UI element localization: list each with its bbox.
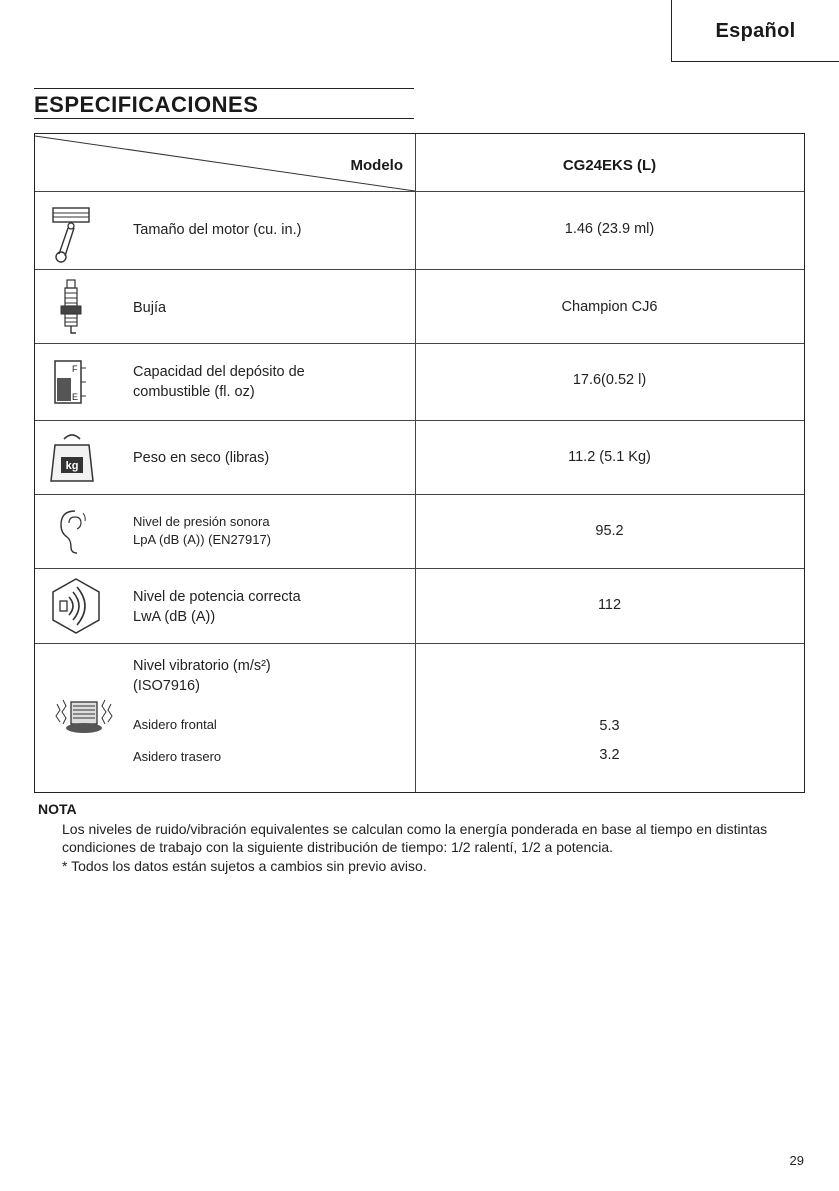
row-label: Peso en seco (libras) (133, 450, 270, 466)
row-label (133, 513, 271, 549)
note-footnote: * Todos los datos están sujetos a cambios sin previo aviso. (62, 858, 427, 874)
row-value: 17.6(0.52 l) (572, 372, 647, 388)
row-value: Champion CJ6 (561, 299, 658, 315)
row-value: 112 (597, 597, 622, 613)
language-label: Español (715, 20, 796, 42)
spark-plug-icon (49, 278, 95, 338)
row-label: Tamaño del motor (cu. in.) (133, 222, 302, 238)
language-tab (671, 0, 839, 62)
page-number: 29 (789, 1153, 804, 1168)
header-model-value: CG24EKS (L) (562, 157, 657, 174)
row-label-line: Nivel de potencia correcta (133, 589, 301, 605)
weight-icon-text: kg (65, 460, 79, 472)
header-model-label: Modelo (350, 157, 403, 174)
row-label-line: LpA (dB (A)) (EN27917) (133, 532, 272, 547)
fuel-gauge-icon (49, 358, 95, 408)
row-value: 95.2 (595, 523, 624, 539)
table-header-row (35, 134, 804, 192)
vibration-item-label: Asidero trasero (133, 749, 222, 764)
note-paragraph: Los niveles de ruido/vibración equivalentes se calculan como la energía ponderada en base al tiempo en distintas condiciones de trabajo con la siguiente distribución de tiempo: 1/2 ralentí, 1/2 a potencia. (62, 821, 768, 855)
table-row (35, 495, 804, 569)
vibration-title-line: (ISO7916) (133, 678, 200, 694)
row-label (133, 587, 301, 627)
table-row (35, 270, 804, 344)
table-row (35, 569, 804, 644)
row-label (133, 362, 305, 402)
row-value: 11.2 (5.1 Kg) (568, 449, 651, 465)
piston-icon (49, 204, 95, 264)
title-rule-bottom (34, 118, 414, 119)
spec-table (34, 133, 805, 793)
svg-text:E: E (72, 392, 79, 402)
vibration-engine-icon (51, 690, 117, 740)
vibration-title-line: Nivel vibratorio (m/s²) (133, 658, 271, 674)
ear-icon (55, 507, 89, 557)
row-label-line: Capacidad del depósito de (133, 364, 305, 380)
vibration-item-label: Asidero frontal (133, 717, 217, 732)
weight-icon (49, 431, 95, 485)
vibration-title (133, 656, 271, 696)
row-value: 1.46 (23.9 ml) (564, 221, 655, 237)
note-heading: NOTA (38, 801, 77, 817)
row-label-line: Nivel de presión sonora (133, 514, 270, 529)
vibration-item-value: 3.2 (599, 747, 620, 763)
table-row (35, 192, 804, 270)
svg-text:F: F (72, 364, 78, 374)
row-label-line: combustible (fl. oz) (133, 384, 255, 400)
row-label: Bujía (133, 300, 167, 316)
table-row (35, 344, 804, 421)
vibration-item-value: 5.3 (599, 718, 620, 734)
title-rule-top (34, 88, 414, 89)
section-title: ESPECIFICACIONES (34, 92, 259, 117)
row-label-line: LwA (dB (A)) (133, 609, 216, 625)
vibration-row (35, 644, 804, 792)
table-row (35, 421, 804, 495)
sound-power-icon (47, 577, 105, 635)
